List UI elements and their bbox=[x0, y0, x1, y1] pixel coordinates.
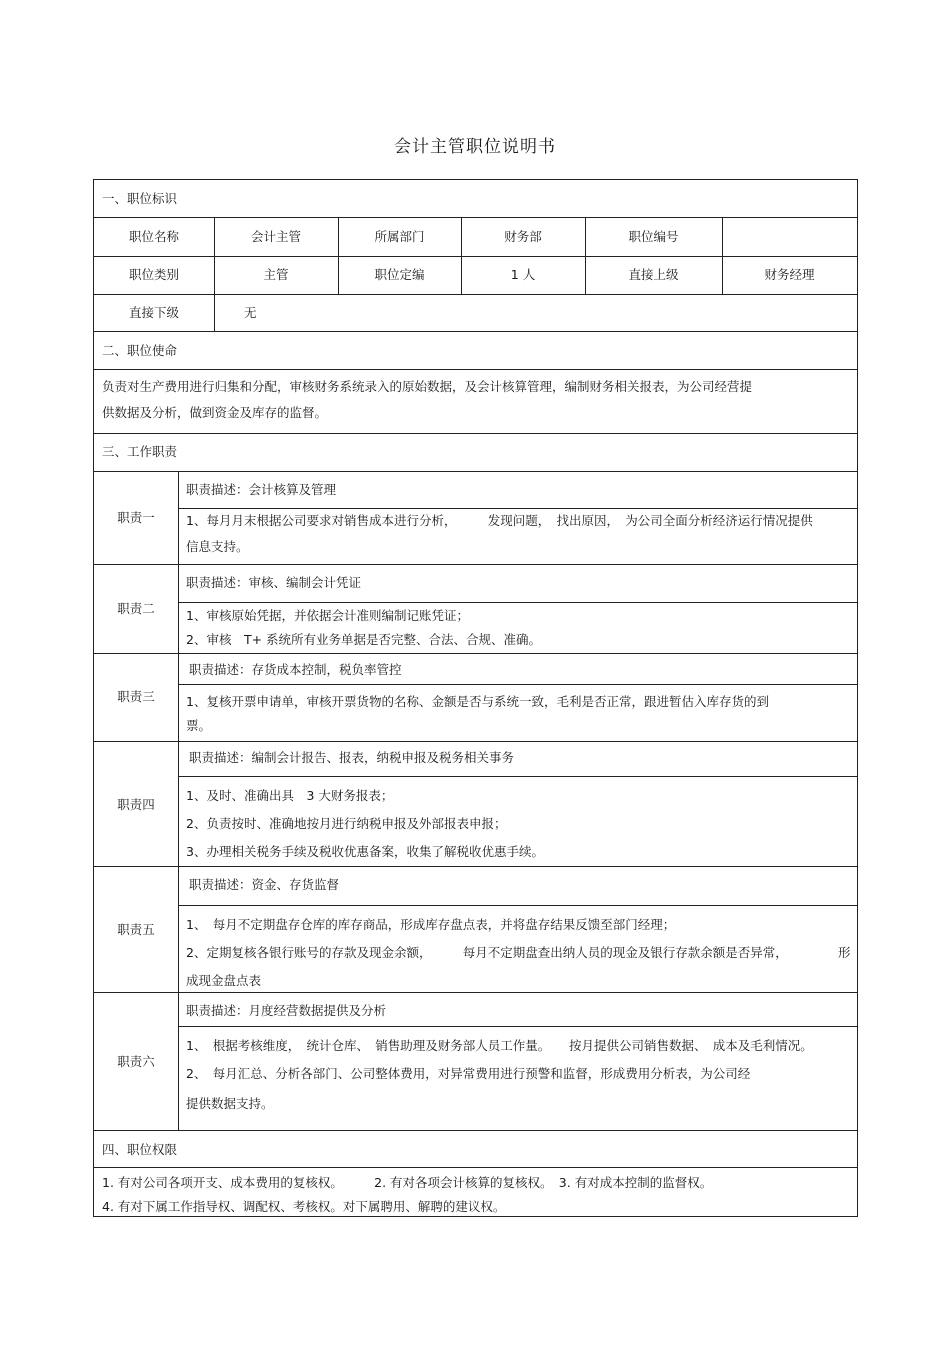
duty-line: 1、复核开票申请单，审核开票货物的名称、金额是否与系统一致，毛利是否正常，跟进暂估入库存货的到 bbox=[186, 694, 769, 709]
duty-line: 2、定期复核各银行账号的存款及现金余额， 每月不定期盘查出纳人员的现金及银行存款余额是否异常， bbox=[186, 945, 788, 960]
section-heading-duties: 三、工作职责 bbox=[102, 444, 178, 459]
duty-line: 1、 根据考核维度， 统计仓库、 销售助理及财务部人员工作量。 按月提供公司销售数据、 成本及毛利情况。 bbox=[186, 1038, 813, 1053]
duty-line: 1、 每月不定期盘存仓库的库存商品，形成库存盘点表，并将盘存结果反馈至部门经理； bbox=[186, 917, 676, 932]
field-value-category: 主管 bbox=[263, 267, 289, 282]
duty-description: 职责描述：资金、存货监督 bbox=[189, 877, 340, 892]
duty-label: 职责六 bbox=[117, 1054, 155, 1069]
mission-line-1: 负责对生产费用进行归集和分配，审核财务系统录入的原始数据，及会计核算管理，编制财务相关报表，为公司经营提 bbox=[102, 379, 753, 394]
field-value-department: 财务部 bbox=[504, 229, 542, 244]
job-description-table bbox=[93, 179, 858, 1217]
section-heading-mission: 二、职位使命 bbox=[102, 343, 178, 358]
duty-line: 1、审核原始凭据，并依据会计准则编制记账凭证； bbox=[186, 608, 469, 623]
duty-label: 职责五 bbox=[117, 922, 155, 937]
page-title: 会计主管职位说明书 bbox=[394, 137, 556, 157]
section-heading-authority: 四、职位权限 bbox=[102, 1142, 178, 1157]
duty-line: 2、审核 T+ 系统所有业务单据是否完整、合法、合规、准确。 bbox=[186, 632, 542, 647]
field-value-headcount: 1 人 bbox=[510, 267, 536, 282]
field-label-position-code: 职位编号 bbox=[628, 229, 679, 244]
duty-line: 提供数据支持。 bbox=[186, 1096, 274, 1111]
duty-line: 2、负责按时、准确地按月进行纳税申报及外部报表申报； bbox=[186, 816, 507, 831]
field-label-subordinates: 直接下级 bbox=[128, 305, 179, 320]
duty-line: 2、 每月汇总、分析各部门、公司整体费用，对异常费用进行预警和监督，形成费用分析表，为公司经 bbox=[186, 1066, 751, 1081]
duty-label: 职责三 bbox=[117, 689, 155, 704]
section-heading-position-id: 一、职位标识 bbox=[102, 191, 178, 206]
duty-description: 职责描述：存货成本控制，税负率管控 bbox=[189, 662, 402, 677]
authority-line-2: 4. 有对下属工作指导权、调配权、考核权。对下属聘用、解聘的建议权。 bbox=[102, 1199, 506, 1214]
duty-description: 职责描述：审核、编制会计凭证 bbox=[186, 575, 362, 590]
duty-line: 1、及时、准确出具 3 大财务报表； bbox=[186, 788, 394, 803]
field-value-subordinates: 无 bbox=[244, 305, 257, 320]
duty-line: 票。 bbox=[186, 718, 212, 733]
duty-line: 1、每月月末根据公司要求对销售成本进行分析， 发现问题， 找出原因， 为公司全面分析经济运行情况提供 bbox=[186, 513, 813, 528]
field-label-category: 职位类别 bbox=[128, 267, 179, 282]
field-label-department: 所属部门 bbox=[374, 229, 425, 244]
duty-label: 职责四 bbox=[117, 797, 155, 812]
duty-label: 职责一 bbox=[117, 510, 155, 525]
duty-description: 职责描述：编制会计报告、报表，纳税申报及税务相关事务 bbox=[189, 750, 515, 765]
duty-label: 职责二 bbox=[117, 601, 155, 616]
field-label-headcount: 职位定编 bbox=[374, 267, 425, 282]
mission-line-2: 供数据及分析，做到资金及库存的监督。 bbox=[102, 405, 328, 420]
duty-line-tail: 形 bbox=[838, 945, 851, 960]
field-value-supervisor: 财务经理 bbox=[764, 267, 815, 282]
field-value-position-name: 会计主管 bbox=[250, 229, 301, 244]
duty-line: 成现金盘点表 bbox=[186, 973, 262, 988]
duty-line: 3、办理相关税务手续及税收优惠备案，收集了解税收优惠手续。 bbox=[186, 844, 544, 859]
authority-line-1: 1. 有对公司各项开支、成本费用的复核权。 2. 有对各项会计核算的复核权。 3. 有对成本控制的监督权。 bbox=[102, 1175, 713, 1190]
field-label-supervisor: 直接上级 bbox=[628, 267, 679, 282]
field-label-position-name: 职位名称 bbox=[128, 229, 179, 244]
duty-description: 职责描述：月度经营数据提供及分析 bbox=[186, 1003, 387, 1018]
duty-line: 信息支持。 bbox=[186, 539, 249, 554]
duty-description: 职责描述：会计核算及管理 bbox=[186, 482, 337, 497]
